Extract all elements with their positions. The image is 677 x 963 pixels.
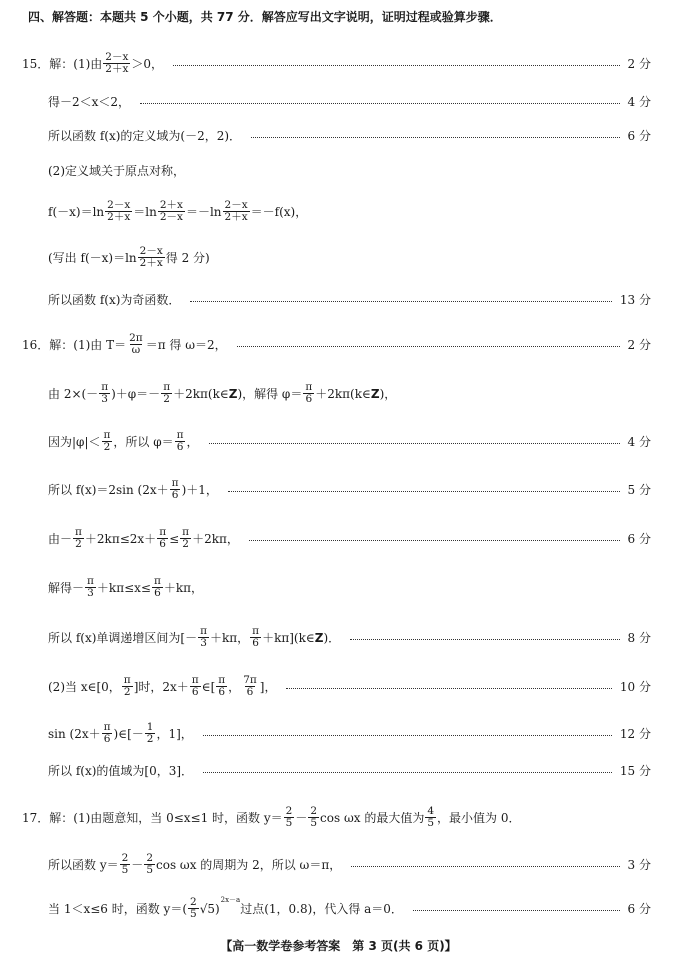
q15-line-6: (写出 f(－x)＝ln $\frac{2-x}{2+x}$ 得 2 分) — [48, 245, 210, 270]
q15-line-5: f(－x)＝ln $\frac{2-x}{2+x}$ ＝ln $\frac{2+x}{2-x}$ ＝－ln $\frac{2-x}{2+x}$ ＝－f(x)， — [48, 199, 308, 224]
q15-line-7: 所以函数 f(x)为奇函数． 13 分 — [0, 291, 677, 308]
score: 2 分 — [627, 338, 651, 353]
q17-line-3: 当 1＜x≤6 时，函数 y＝( $\frac{2}{5}$ √5) 2x－a 过点(1，0.8)，代入得 a＝0． 6 分 — [0, 897, 677, 920]
score: 10 分 — [619, 680, 651, 695]
dot-leader — [286, 688, 611, 689]
score: 6 分 — [627, 129, 651, 143]
q16-line-9: sin (2x＋ $\frac{\pi}{6}$ )∈[－ $\frac{1}{2}$ ，1]， 12 分 — [0, 722, 677, 745]
dot-leader — [251, 137, 620, 138]
q16-line-3: 因为|φ|＜ $\frac{\pi}{2}$ ，所以 φ＝ $\frac{\pi}{6}$ ， 4 分 — [0, 430, 677, 453]
q16-line-6: 解得－ $\frac{\pi}{3}$ ＋kπ≤x≤ $\frac{\pi}{6}$ ＋kπ， — [48, 575, 204, 600]
q15-line-4: (2)定义域关于原点对称， — [48, 164, 185, 178]
page-footer: 【高一数学卷参考答案 第 3 页(共 6 页)】 — [220, 939, 457, 953]
score: 15 分 — [619, 764, 651, 778]
dot-leader — [228, 491, 620, 492]
q15-line-3: 所以函数 f(x)的定义域为(－2，2)． 6 分 — [0, 127, 677, 144]
dot-leader — [190, 301, 612, 302]
q16-line-5: 由－ $\frac{\pi}{2}$ ＋2kπ≤2x＋ $\frac{\pi}{6}$ ≤ $\frac{\pi}{2}$ ＋2kπ， 6 分 — [0, 527, 677, 550]
score: 4 分 — [627, 435, 651, 450]
score: 6 分 — [627, 532, 651, 547]
score: 6 分 — [627, 902, 651, 917]
score: 12 分 — [619, 727, 651, 742]
q16-line-7: 所以 f(x)单调递增区间为[－ $\frac{\pi}{3}$ ＋kπ， $\frac{\pi}{6}$ ＋kπ](k∈ Z )． 8 分 — [0, 626, 677, 649]
fraction: $\frac{2-x}{2+x}$ — [105, 51, 129, 76]
q16-line-4: 所以 f(x)＝2sin (2x＋ $\frac{\pi}{6}$ )＋1， 5 分 — [0, 478, 677, 501]
dot-leader — [173, 65, 620, 66]
dot-leader — [350, 639, 619, 640]
score: 2 分 — [627, 57, 651, 72]
dot-leader — [237, 346, 620, 347]
q16-line-2: 由 2×(－ $\frac{\pi}{3}$ )＋φ＝－ $\frac{\pi}{2}$ ＋2kπ(k∈ Z )，解得 φ＝ $\frac{\pi}{6}$ ＋2kπ(k∈ Z )， — [48, 381, 397, 406]
dot-leader — [209, 443, 620, 444]
q15-line-1: 15．解：(1)由 $\frac{2-x}{2+x}$ ＞0， 2 分 — [0, 52, 677, 75]
dot-leader — [203, 772, 612, 773]
score: 5 分 — [627, 483, 651, 498]
dot-leader — [203, 735, 612, 736]
q16-line-10: 所以 f(x)的值域为[0，3]． 15 分 — [0, 762, 677, 779]
dot-leader — [413, 910, 620, 911]
section-header: 四、解答题：本题共 5 个小题，共 77 分．解答应写出文字说明，证明过程或验算步骤． — [28, 10, 502, 24]
score: 8 分 — [627, 631, 651, 646]
score: 3 分 — [627, 858, 651, 873]
score: 4 分 — [627, 95, 651, 109]
q16-line-1: 16．解：(1)由 T＝ $\frac{2\pi}{\omega}$ ＝π 得 ω＝2， 2 分 — [0, 333, 677, 356]
q16-line-8: (2)当 x∈[0， $\frac{\pi}{2}$ ]时，2x＋ $\frac{\pi}{6}$ ∈[ $\frac{\pi}{6}$ ， $\frac{7\pi}{6}$ ]， 10 分 — [0, 675, 677, 698]
dot-leader — [351, 866, 619, 867]
q17-line-1: 17．解：(1)由题意知，当 0≤x≤1 时，函数 y＝ $\frac{2}{5}$ － $\frac{2}{5}$ cos ωx 的最大值为 $\frac{4}{5}$ ，最小值为 0． — [22, 805, 521, 830]
dot-leader — [249, 540, 620, 541]
dot-leader — [140, 103, 620, 104]
q15-line-2: 得－2＜x＜2， 4 分 — [0, 93, 677, 110]
q17-line-2: 所以函数 y＝ $\frac{2}{5}$ － $\frac{2}{5}$ cos ωx 的周期为 2，所以 ω＝π， 3 分 — [0, 853, 677, 876]
score: 13 分 — [619, 293, 651, 307]
